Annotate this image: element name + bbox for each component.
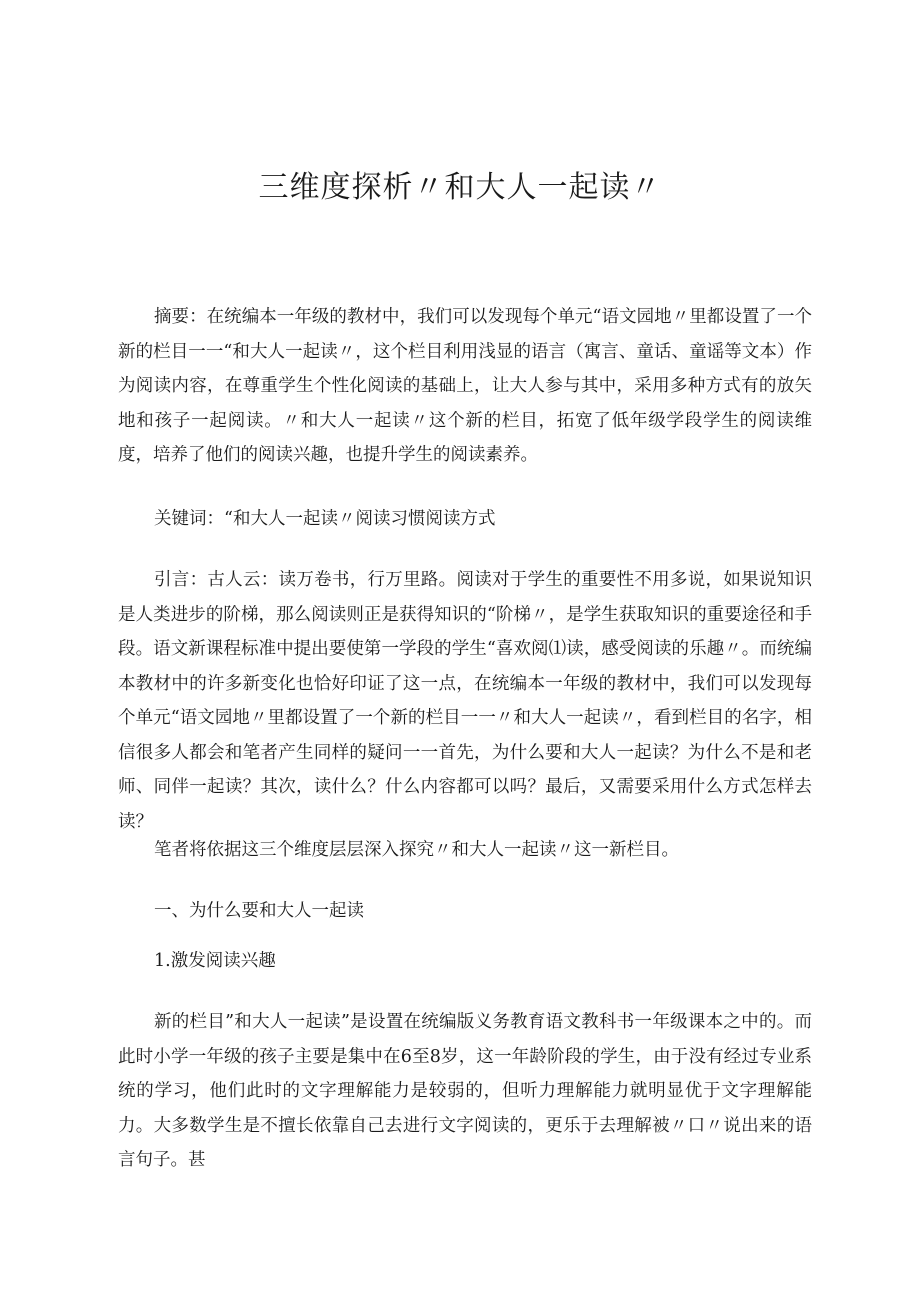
section-heading: 一、为什么要和大人一起读 bbox=[154, 901, 364, 921]
author-plan-paragraph: 笔者将依据这三个维度层层深入探究〃和大人一起读〃这一新栏目。 bbox=[154, 840, 679, 860]
introduction-paragraph: 引言：古人云：读万卷书，行万里路。阅读对于学生的重要性不用多说，如果说知识是人类进步的阶梯，那么阅读则正是获得知识的“阶梯〃，是学生获取知识的重要途径和手段。语文新课程标准中提出要使第一学段的学生“喜欢阅⑴读，感受阅读的乐趣〃。而统编本教材中的许多新变化也恰好印证了这一点，在统编本一年级的教材中，我们可以发现每个单元“语文园地〃里都设置了一个新的栏目一一〃和大人一起读〃，看到栏目的名字，相信很多人都会和笔者产生同样的疑问一一首先，为什么要和大人一起读？为什么不是和老师、同伴一起读？其次，读什么？什么内容都可以吗？最后，又需要采用什么方式怎样去读？ bbox=[118, 570, 812, 832]
keywords-line: 关键词：“和大人一起读〃阅读习惯阅读方式 bbox=[154, 509, 496, 529]
body-paragraph: 新的栏目”和大人一起读”是设置在统编版义务教育语文教科书一年级课本之中的。而此时小学一年级的孩子主要是集中在6至8岁，这一年龄阶段的学生，由于没有经过专业系统的学习，他们此时的文字理解能力是较弱的，但听力理解能力就明显优于文字理解能力。大多数学生是不擅长依靠自己去进行文字阅读的，更乐于去理解被〃口〃说出来的语言句子。甚 bbox=[118, 1012, 812, 1170]
document-title: 三维度探析〃和大人一起读〃 bbox=[258, 170, 662, 205]
subsection-heading: 1.激发阅读兴趣 bbox=[154, 951, 276, 971]
abstract-paragraph: 摘要：在统编本一年级的教材中，我们可以发现每个单元“语文园地〃里都设置了一个新的栏目一一“和大人一起读〃，这个栏目利用浅显的语言（寓言、童话、童谣等文本）作为阅读内容，在尊重学生个性化阅读的基础上，让大人参与其中，采用多种方式有的放矢地和孩子一起阅读。〃和大人一起读〃这个新的栏目，拓宽了低年级学段学生的阅读维度，培养了他们的阅读兴趣，也提升学生的阅读素养。 bbox=[118, 307, 812, 465]
